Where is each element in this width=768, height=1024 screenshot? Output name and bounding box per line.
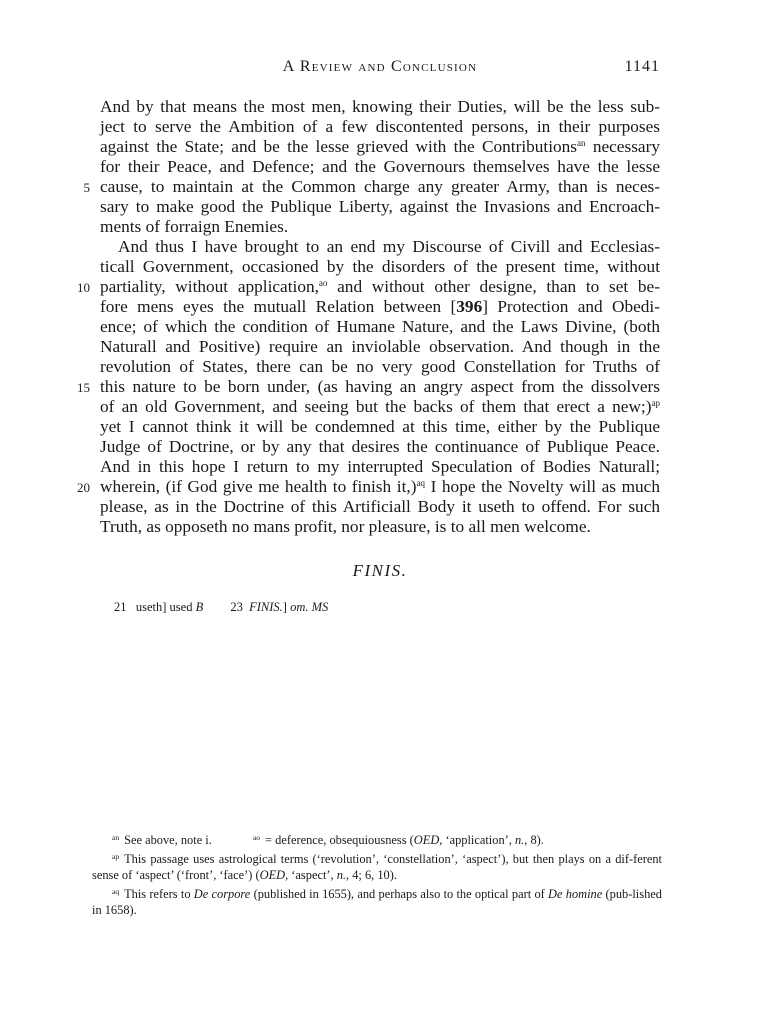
- text-line-14: revolution of States, there can be no very good Constellation for Truths of: [100, 357, 660, 376]
- line-number-5: 5: [83, 180, 90, 195]
- line-number-15: 15: [77, 380, 90, 395]
- text-line-9: ticall Government, occasioned by the disorders of the present time, without: [100, 257, 660, 276]
- text-line-11: fore mens eyes the mutuall Relation between [396] Protection and Obedi-: [100, 297, 660, 316]
- text-line-1: And by that means the most men, knowing their Duties, will be the less sub-: [100, 97, 660, 116]
- text-line-22: Truth, as opposeth no mans profit, nor pleasure, is to all men welcome.: [100, 517, 591, 536]
- note-mark-ap: ap: [651, 398, 660, 408]
- note-mark-an: an: [577, 138, 586, 148]
- text-line-10: partiality, without application,$^{ao}$ and without other designe, than to set be-: [100, 277, 660, 296]
- text-line-7: ments of forraign Enemies.: [100, 217, 289, 236]
- text-line-12: ence; of which the condition of Humane Nature, and the Laws Divine, (both: [100, 317, 660, 336]
- text-line-2: ject to serve the Ambition of a few discontented persons, in their purposes: [100, 117, 660, 136]
- running-title: A Review and Conclusion: [282, 58, 478, 75]
- apparatus-entry: 21 useth] used B: [114, 600, 204, 614]
- footnote-an-ao: $^{an}$ See above, note i. $^{ao}$ = deference, obsequiousness (OED, ‘application’, n., 8).: [112, 833, 544, 847]
- original-page-number: 396: [456, 297, 483, 316]
- running-header: [100, 58, 660, 80]
- note-mark-ao: ao: [318, 278, 328, 288]
- text-line-3: against the State; and be the lesse grieved with the Contributions$^{an}$ necessary: [100, 137, 660, 156]
- footnotes: [92, 830, 662, 919]
- page-number: 1141: [624, 58, 660, 75]
- text-line-17: yet I cannot think it will be condemned at this time, either by the Publique: [100, 417, 660, 436]
- text-line-16: of an old Government, and seeing but the backs of them that erect a new;)$^{ap}$: [100, 397, 660, 416]
- footnote-ap: $^{ap}$ This passage uses astrological terms (‘revolution’, ‘constellation’, ‘aspect’), but then plays on a dif-ferent sense of ‘aspect’ (‘front’, ‘face’) (OED, ‘aspect’, n., 4; 6, 10).: [92, 851, 662, 882]
- text-line-20: wherein, (if God give me health to finish it,)$^{aq}$ I hope the Novelty will as much: [100, 477, 660, 496]
- text-line-15: this nature to be born under, (as having an angry aspect from the dissolvers: [100, 377, 660, 396]
- text-line-19: And in this hope I return to my interrupted Speculation of Bodies Naturall;: [100, 457, 660, 476]
- text-line-4: for their Peace, and Defence; and the Governours themselves have the lesse: [100, 157, 660, 176]
- text-line-18: Judge of Doctrine, or by any that desires the continuance of Publique Peace.: [100, 437, 660, 456]
- text-line-8: And thus I have brought to an end my Discourse of Civill and Ecclesias-: [118, 237, 660, 256]
- line-number-10: 10: [77, 280, 90, 295]
- text-line-13: Naturall and Positive) require an inviolable observation. And though in the: [100, 337, 660, 356]
- textual-apparatus: [114, 600, 352, 615]
- note-mark-aq: aq: [416, 478, 425, 488]
- text-line-6: sary to make good the Publique Liberty, against the Invasions and Encroach-: [100, 197, 660, 216]
- footnote-aq: $^{aq}$ This refers to De corpore (published in 1655), and perhaps also to the optical part of De homine (pub-lished in 1658).: [92, 886, 662, 917]
- text-line-21: please, as in the Doctrine of this Artificiall Body it useth to offend. For such: [100, 497, 660, 516]
- apparatus-entry: 23 FINIS.] om. MS: [230, 600, 329, 614]
- finis-heading: FINIS.: [352, 561, 408, 580]
- line-number-20: 20: [77, 480, 90, 495]
- text-line-5: cause, to maintain at the Common charge any greater Army, than is neces-: [100, 177, 660, 196]
